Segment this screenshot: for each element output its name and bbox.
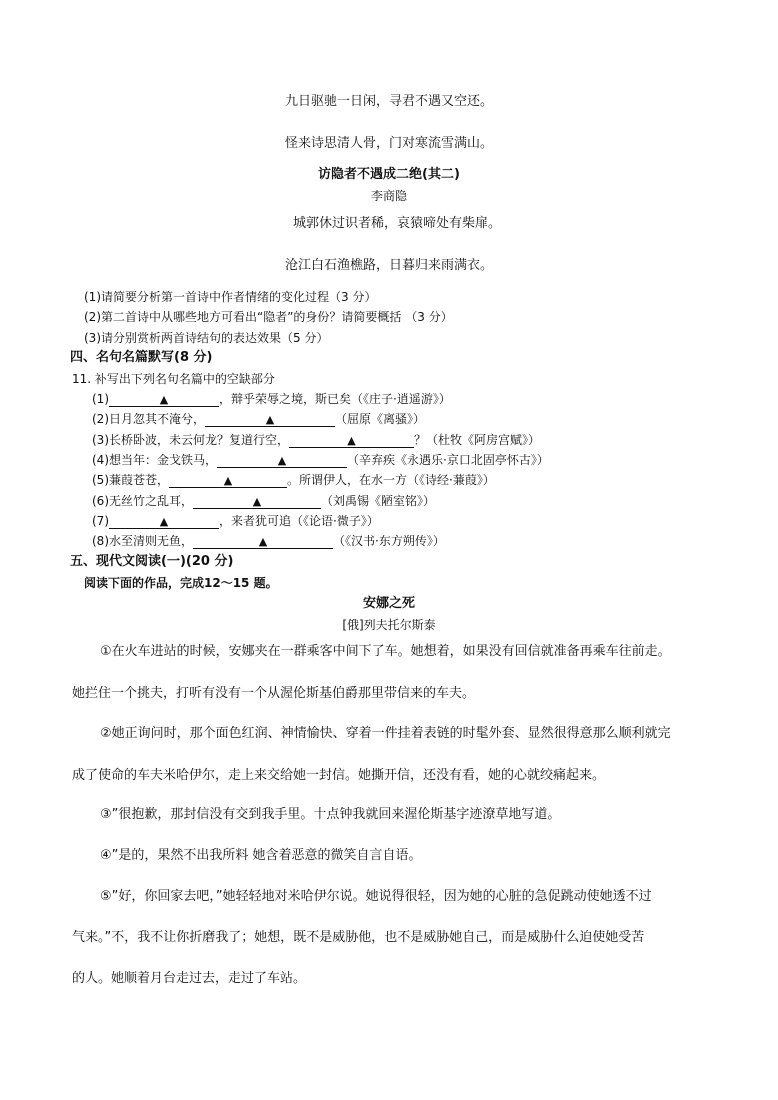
answer-blank[interactable]: ▲ bbox=[109, 515, 219, 529]
article-paragraph: ④”是的，果然不出我所料 她含着恶意的微笑自言自语。 bbox=[100, 848, 422, 863]
article-paragraph: 的人。她顺着月台走过去，走过了车站。 bbox=[72, 971, 307, 986]
poem1-line: 九日驱驰一日闲，寻君不遇又空还。 bbox=[284, 94, 493, 109]
article-author: [俄]列夫托尔斯泰 bbox=[342, 618, 436, 632]
article-paragraph: 气来。”不，我不让你折磨我了；她想，既不是威胁他，也不是威胁她自己，而是威胁什么迫使她受苦 bbox=[72, 930, 645, 945]
article-paragraph: ③”很抱歉，那封信没有交到我手里。十点钟我就回来渥伦斯基字迹潦草地写道。 bbox=[100, 807, 561, 822]
fill-item-2: (2)日月忽其不淹兮， ▲ （屈原《离骚》） bbox=[92, 412, 426, 426]
answer-blank[interactable]: ▲ bbox=[109, 393, 219, 407]
article-paragraph: ⑤”好，你回家去吧，”她轻轻地对米哈伊尔说。她说得很轻，因为她的心脏的急促跳动使她透不过 bbox=[100, 889, 652, 904]
answer-blank[interactable]: ▲ bbox=[169, 474, 287, 488]
answer-blank[interactable]: ▲ bbox=[193, 495, 321, 509]
question: (2)第二首诗中从哪些地方可看出“隐者”的身份？请简要概括 （3 分） bbox=[84, 310, 453, 324]
question: (1)请简要分析第一首诗中作者情绪的变化过程（3 分） bbox=[84, 290, 377, 304]
fill-item-3: (3)长桥卧波，未云何龙？复道行空， ▲ ？（杜牧《阿房宫赋》） bbox=[92, 433, 541, 447]
article-title: 安娜之死 bbox=[362, 596, 415, 611]
article-paragraph: ①在火车进站的时候，安娜夹在一群乘客中间下了车。她想着，如果没有回信就准备再乘车往前走。 bbox=[100, 644, 671, 659]
article-paragraph: ②她正询问时，那个面色红润、神情愉快、穿着一件挂着表链的时髦外套、显然很得意那么顺利就完 bbox=[100, 726, 671, 741]
fill-item-6: (6)无丝竹之乱耳， ▲ （刘禹锡《陋室铭》） bbox=[92, 494, 436, 508]
answer-blank[interactable]: ▲ bbox=[289, 434, 414, 448]
poem2-line: 城郭休过识者稀，哀猿啼处有柴扉。 bbox=[292, 216, 501, 231]
article-paragraph: 成了使命的车夫米哈伊尔，走上来交给她一封信。她撕开信，还没有看，她的心就绞痛起来。 bbox=[72, 768, 606, 783]
fill-item-1: (1) ▲ ，辩乎荣辱之境，斯已矣（《庄子·逍遥游》） bbox=[92, 392, 451, 406]
poem2-line: 沧江白石渔樵路，日暮归来雨满衣。 bbox=[284, 258, 493, 273]
fill-item-7: (7) ▲ ，来者犹可追（《论语·微子》） bbox=[92, 514, 379, 528]
fill-item-5: (5)蒹葭苍苍， ▲ 。所谓伊人，在水一方（《诗经·蒹葭》） bbox=[92, 473, 495, 487]
fill-item-4: (4)想当年：金戈铁马， ▲ （辛弃疾《永遇乐·京口北固亭怀古》） bbox=[92, 453, 549, 467]
fill-item-8: (8)水至清则无鱼， ▲ （《汉书·东方朔传》） bbox=[92, 534, 445, 548]
article-paragraph: 她拦住一个挑夫，打听有没有一个从渥伦斯基伯爵那里带信来的车夫。 bbox=[72, 686, 476, 701]
poem1-line: 怪来诗思清人骨，门对寒流雪满山。 bbox=[284, 136, 493, 151]
question: (3)请分别赏析两首诗结句的表达效果（5 分） bbox=[84, 331, 329, 345]
answer-blank[interactable]: ▲ bbox=[217, 454, 347, 468]
section-heading: 四、名句名篇默写(8 分) bbox=[70, 350, 213, 365]
reading-instruction: 阅读下面的作品，完成12～15 题。 bbox=[84, 576, 278, 590]
poem2-author: 李商隐 bbox=[370, 189, 407, 203]
answer-blank[interactable]: ▲ bbox=[193, 535, 333, 549]
poem2-title: 访隐者不遇成二绝(其二) bbox=[318, 167, 460, 182]
question-11: 11. 补写出下列名句名篇中的空缺部分 bbox=[72, 372, 275, 386]
section-heading: 五、现代文阅读(一)(20 分) bbox=[70, 554, 234, 569]
answer-blank[interactable]: ▲ bbox=[205, 413, 335, 427]
